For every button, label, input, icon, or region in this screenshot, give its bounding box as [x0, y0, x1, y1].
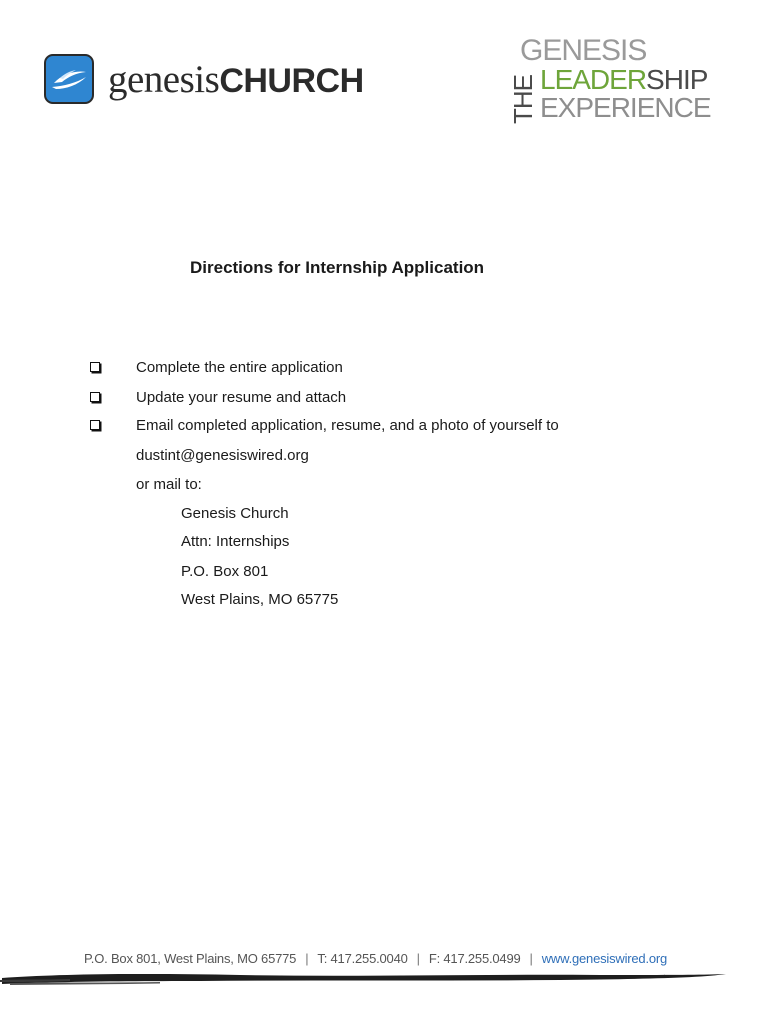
checklist-item-text: Email completed application, resume, and a photo of yourself to [136, 417, 559, 434]
footer-phone: T: 417.255.0040 [317, 951, 408, 966]
genesis-church-logo [44, 53, 364, 105]
logo-line-leadership [540, 66, 707, 94]
checklist-item [0, 415, 770, 437]
footer-fax: F: 417.255.0499 [428, 951, 521, 966]
address-line: P.O. Box 801 [181, 563, 269, 580]
address-line: Attn: Internships [181, 533, 290, 550]
address-line: West Plains, MO 65775 [181, 591, 339, 608]
footer-address: P.O. Box 801, West Plains, MO 65775 [84, 951, 297, 966]
logo-ship-text: SHIP [646, 64, 708, 95]
checklist-item-text: Update your resume and attach [136, 389, 347, 406]
checklist-item [0, 387, 770, 409]
document-title: Directions for Internship Application [190, 258, 485, 277]
logo-line-experience: EXPERIENCE [540, 92, 711, 123]
checkbox-bullet-icon [90, 362, 100, 372]
footer-website-link[interactable]: www.genesiswired.org [541, 951, 668, 966]
logo-vertical-the: THE [508, 75, 538, 124]
footer-contact [84, 951, 667, 966]
logo-line-genesis: GENESIS [520, 34, 647, 67]
leadership-experience-logo [508, 34, 718, 126]
brush-stroke-divider [0, 968, 730, 988]
footer-separator: | [529, 951, 533, 966]
logo-leader-text: LEADER [540, 64, 647, 95]
checklist-item [0, 357, 770, 379]
footer-separator: | [305, 951, 309, 966]
checklist-item-text: Complete the entire application [136, 359, 343, 376]
church-wordmark [108, 57, 364, 101]
checkbox-bullet-icon [90, 420, 100, 430]
checkbox-bullet-icon [90, 392, 100, 402]
swoosh-logo-icon [44, 54, 94, 104]
wordmark-light: genesis [108, 57, 220, 101]
address-line: Genesis Church [181, 505, 289, 522]
mail-intro: or mail to: [136, 476, 202, 493]
footer-separator: | [416, 951, 420, 966]
contact-email[interactable]: dustint@genesiswired.org [136, 447, 309, 464]
wordmark-bold: CHURCH [219, 61, 364, 100]
